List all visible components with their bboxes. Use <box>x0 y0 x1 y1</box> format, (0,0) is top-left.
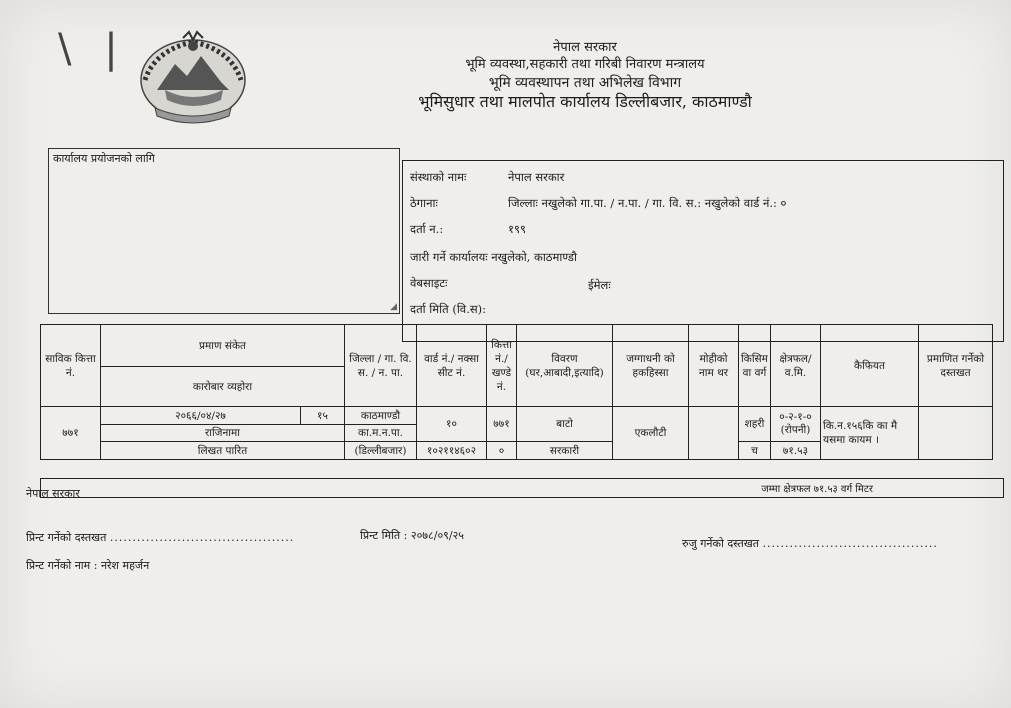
print-date-label: प्रिन्ट मिति : <box>360 529 408 542</box>
cell-district-2: का.म.न.पा. <box>345 425 417 442</box>
cell-remarks <box>821 407 919 460</box>
cell-description-2: सरकारी <box>517 442 613 460</box>
cell-district-1: काठमाण्डौ <box>345 407 417 425</box>
header-proof-code: प्रमाण संकेत <box>101 325 345 367</box>
header-line-1: नेपाल सरकार <box>553 40 617 55</box>
issuing-office-value: नखुलेको, काठमाण्डौ <box>491 250 577 264</box>
cell-sheet: १०२११४६०२ <box>417 442 487 460</box>
verifier-signature-label: रुजु गर्नेको दस्तखत <box>682 537 759 550</box>
cell-date: २०६६/०४/२७ <box>101 407 301 425</box>
area-value: ०-२-१-० <box>779 411 812 424</box>
header-tenant: मोहीको नाम थर <box>689 325 739 407</box>
address-label: ठेगानाः <box>410 196 438 210</box>
org-name-value: नेपाल सरकार <box>508 170 565 184</box>
cell-district-3: (डिल्लीबजार) <box>345 442 417 460</box>
office-use-box <box>48 148 400 314</box>
header-line-4: भूमिसुधार तथा मालपोत कार्यालय डिल्लीबजार, काठमाण्डौ <box>418 91 752 111</box>
cell-ward: १० <box>417 407 487 442</box>
pencil-mark: \ | <box>58 26 128 72</box>
header-ward: वार्ड नं./ नक्सा सीट नं. <box>417 325 487 407</box>
issuing-office-label: जारी गर्ने कार्यालयः <box>410 250 488 264</box>
cell-tenant <box>689 407 739 460</box>
registration-date-label: दर्ता मिति (वि.स): <box>410 302 486 316</box>
total-area-row <box>40 478 1004 498</box>
cell-type-2: च <box>739 442 771 460</box>
header-old-kitta: साविक कित्ता नं. <box>41 325 101 407</box>
cell-signature <box>919 407 993 460</box>
header-signature: प्रमाणित गर्नेको दस्तखत <box>919 325 993 407</box>
cell-type-1: शहरी <box>739 407 771 442</box>
email-label: ईमेलः <box>588 278 611 292</box>
print-date <box>360 528 464 543</box>
cell-khande: ० <box>487 442 517 460</box>
cell-area-1 <box>771 407 821 442</box>
cell-area-2: ७१.५३ <box>771 442 821 460</box>
header-remarks: कैफियत <box>821 325 919 407</box>
printer-name-value: नरेश महर्जन <box>100 559 150 572</box>
printer-signature: प्रिन्ट गर्नेको दस्तखत ......................................... <box>26 531 295 544</box>
header-area: क्षेत्रफल/ व.मि. <box>771 325 821 407</box>
verifier-signature: रुजु गर्नेको दस्तखत ....................................... <box>682 537 938 550</box>
cell-transaction-2: लिखत पारित <box>101 442 345 460</box>
land-record-table <box>40 324 993 460</box>
header-line-3: भूमि व्यवस्थापन तथा अभिलेख विभाग <box>488 74 682 91</box>
website-label: वेबसाइटः <box>410 276 448 290</box>
document-header <box>360 40 810 113</box>
printer-name <box>26 558 149 573</box>
cell-kitta: ७७१ <box>487 407 517 442</box>
total-area: जम्मा क्षेत्रफल ७१.५३ वर्ग मिटर <box>761 484 873 495</box>
header-kitta: कित्ता नं./ खण्डे नं. <box>487 325 517 407</box>
print-date-value: २०७८/०९/२५ <box>410 529 465 542</box>
printer-signature-label: प्रिन्ट गर्नेको दस्तखत <box>26 531 107 544</box>
remarks-line-1: कि.न.१५६कि का मै <box>823 420 898 432</box>
header-description: विवरण (घर,आबादी,इत्यादि) <box>517 325 613 407</box>
header-landowner: जग्गाधनी को हकहिस्सा <box>613 325 689 407</box>
registration-number-label: दर्ता न.: <box>410 222 444 236</box>
cell-transaction-1: राजिनामा <box>101 425 345 442</box>
resize-grip-icon: ◢ <box>390 302 397 312</box>
header-line-2: भूमि व्यवस्था,सहकारी तथा गरिबी निवारण मन्त्रालय <box>465 56 705 72</box>
cell-landowner: एकलौटी <box>613 407 689 460</box>
footer-government: नेपाल सरकार <box>26 487 80 500</box>
remarks-line-2: यसमा कायम । <box>823 434 879 446</box>
printer-name-label: प्रिन्ट गर्नेको नाम : <box>26 559 98 572</box>
cell-description-1: बाटो <box>517 407 613 442</box>
registration-number-value: १९९ <box>508 222 526 236</box>
address-value: जिल्लाः नखुलेको गा.पा. / न.पा. / गा. वि. स.: नखुलेको वार्ड नं.: ० <box>508 196 787 210</box>
header-transaction: कारोबार व्यहोरा <box>101 367 345 407</box>
cell-old-kitta: ७७१ <box>41 407 101 460</box>
header-district: जिल्ला / गा. वि. स. / न. पा. <box>345 325 417 407</box>
header-type: किसिम वा वर्ग <box>739 325 771 407</box>
nepal-emblem-icon <box>135 30 251 126</box>
cell-number: १५ <box>301 407 345 425</box>
org-name-label: संस्थाको नामः <box>410 170 467 184</box>
office-use-label: कार्यालय प्रयोजनको लागि <box>53 152 155 165</box>
table-row <box>41 407 993 425</box>
area-unit: (रोपनी) <box>780 424 811 436</box>
